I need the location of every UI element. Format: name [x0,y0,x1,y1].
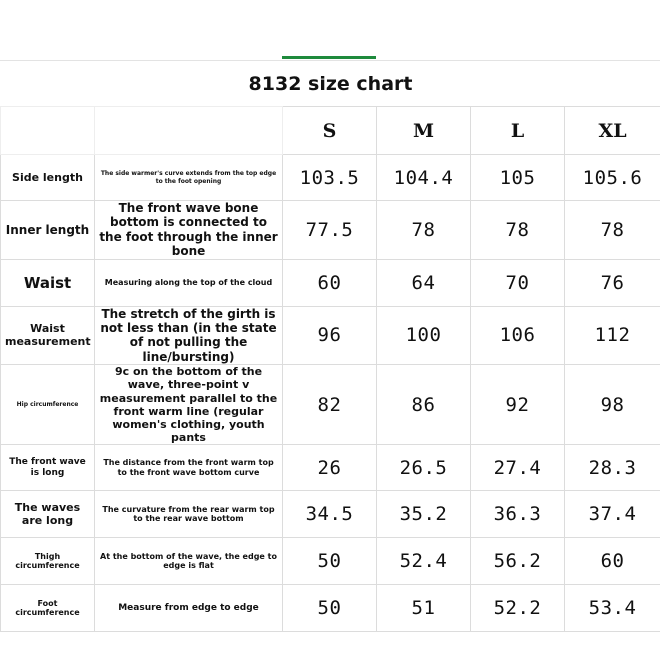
row-label: Hip circumference [1,365,95,445]
size-value: 28.3 [565,445,660,491]
size-value: 53.4 [565,585,660,632]
size-value: 100 [377,306,471,365]
size-value: 51 [377,585,471,632]
table-row [1,585,660,632]
size-value: 60 [283,259,377,306]
size-value: 77.5 [283,201,377,260]
size-value: 105.6 [565,155,660,201]
row-description: Measure from edge to edge [95,585,283,632]
row-description: Measuring along the top of the cloud [95,259,283,306]
top-rule [0,60,660,61]
size-value: 26 [283,445,377,491]
size-header: M [377,107,471,155]
table-row [1,365,660,445]
table-row [1,538,660,585]
row-label: Waist [1,259,95,306]
table-row [1,306,660,365]
size-value: 70 [471,259,565,306]
size-value: 82 [283,365,377,445]
size-value: 92 [471,365,565,445]
chart-title: 8132 size chart [248,73,413,95]
size-value: 56.2 [471,538,565,585]
size-value: 52.2 [471,585,565,632]
size-chart-table [0,62,660,632]
size-value: 36.3 [471,491,565,538]
table-row [1,491,660,538]
size-value: 103.5 [283,155,377,201]
size-value: 52.4 [377,538,471,585]
table-row [1,259,660,306]
title-row [1,62,660,107]
size-value: 34.5 [283,491,377,538]
table-row [1,201,660,260]
size-value: 35.2 [377,491,471,538]
size-value: 60 [565,538,660,585]
row-label: Thigh circumference [1,538,95,585]
size-header: L [471,107,565,155]
size-value: 106 [471,306,565,365]
row-label: Foot circumference [1,585,95,632]
size-header: XL [565,107,660,155]
size-value: 98 [565,365,660,445]
row-label: Side length [1,155,95,201]
size-value: 27.4 [471,445,565,491]
size-value: 78 [471,201,565,260]
size-value: 64 [377,259,471,306]
size-header-row [1,107,660,155]
size-value: 37.4 [565,491,660,538]
size-value: 96 [283,306,377,365]
size-value: 76 [565,259,660,306]
table-row [1,155,660,201]
row-description: The side warmer's curve extends from the top edge to the foot opening [95,155,283,201]
row-label: Inner length [1,201,95,260]
row-label: Waist measurement [1,306,95,365]
row-description: The curvature from the rear warm top to the rear wave bottom [95,491,283,538]
row-description: The stretch of the girth is not less than (in the state of not pulling the line/bursting) [95,306,283,365]
row-description: The distance from the front warm top to the front wave bottom curve [95,445,283,491]
size-value: 78 [377,201,471,260]
row-description: The front wave bone bottom is connected to the foot through the inner bone [95,201,283,260]
title-accent-bar [282,56,376,59]
size-value: 78 [565,201,660,260]
size-value: 50 [283,585,377,632]
table-row [1,445,660,491]
size-value: 112 [565,306,660,365]
header-blank-cell [1,107,95,155]
size-value: 26.5 [377,445,471,491]
header-blank-cell [95,107,283,155]
row-description: At the bottom of the wave, the edge to edge is flat [95,538,283,585]
size-value: 105 [471,155,565,201]
size-header: S [283,107,377,155]
row-label: The waves are long [1,491,95,538]
row-description: 9c on the bottom of the wave, three-point v measurement parallel to the front warm line (regular women's clothing, youth pants [95,365,283,445]
size-value: 104.4 [377,155,471,201]
row-label: The front wave is long [1,445,95,491]
size-value: 50 [283,538,377,585]
size-value: 86 [377,365,471,445]
